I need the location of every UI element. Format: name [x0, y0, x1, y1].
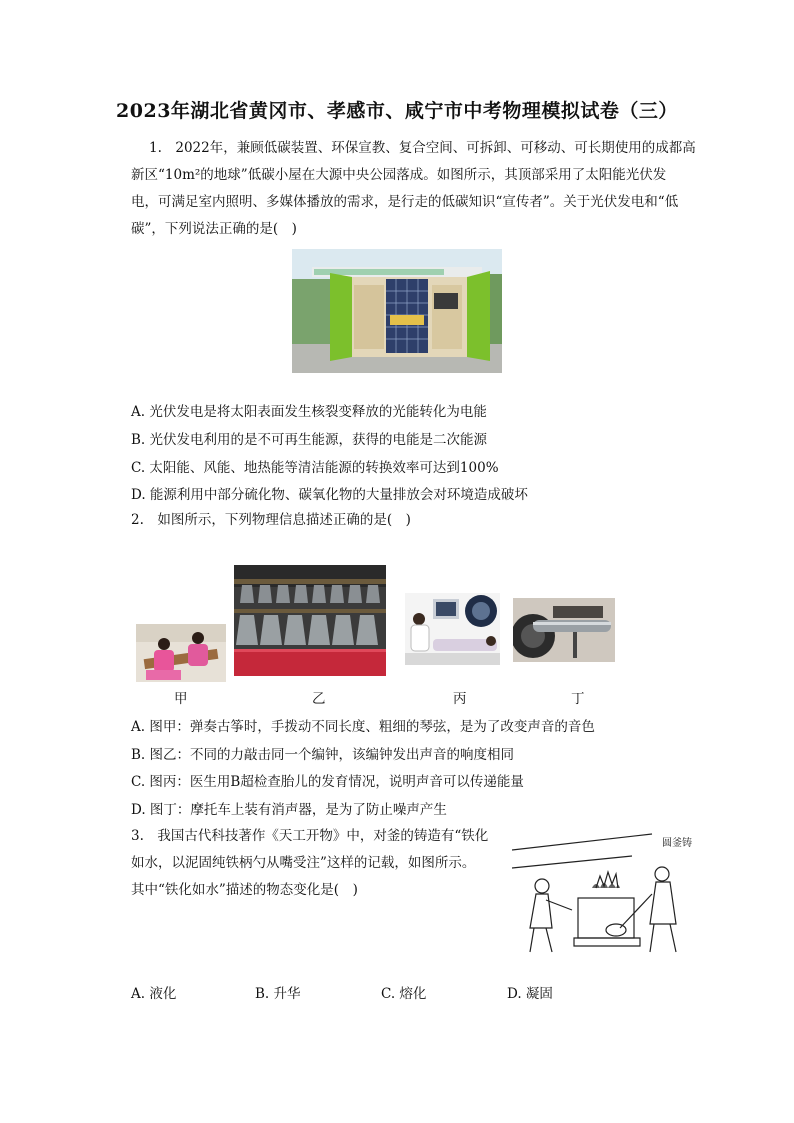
q2-figure-chime-bells [234, 565, 386, 676]
q2-option-d: D. 图丁：摩托车上装有消声器，是为了防止噪声产生 [131, 802, 447, 818]
q1-option-b: B. 光伏发电利用的是不可再生能源，获得的电能是二次能源 [131, 432, 488, 448]
q1-option-d: D. 能源利用中部分硫化物、碳氧化物的大量排放会对环境造成破坏 [131, 487, 528, 503]
q1-figure-low-carbon-house [292, 249, 502, 373]
q2-figure-guzheng [136, 624, 226, 682]
q2-caption-bing: 丙 [453, 691, 467, 707]
q1-option-a: A. 光伏发电是将太阳表面发生核裂变释放的光能转化为电能 [131, 404, 487, 420]
q1-line-3: 电，可满足室内照明、多媒体播放的需求，是行走的低碳知识“宣传者”。关于光伏发电和“低 [131, 194, 679, 210]
page-title: 2023年湖北省黄冈市、孝感市、咸宁市中考物理模拟试卷（三） [116, 100, 678, 122]
q3-option-a: A. 液化 [131, 986, 177, 1002]
q3-line-1: 3. 我国古代科技著作《天工开物》中，对釜的铸造有“铁化 [131, 828, 489, 844]
q2-option-c: C. 图丙：医生用B超检查胎儿的发育情况，说明声音可以传递能量 [131, 774, 524, 790]
q2-caption-jia: 甲 [174, 691, 188, 707]
q1-line-1: 1. 2022年，兼顾低碳装置、环保宣教、复合空间、可拆卸、可移动、可长期使用的成都高 [149, 140, 696, 156]
q3-figure-title: 圆釜铸 [662, 838, 692, 849]
q2-figure-b-ultrasound [405, 593, 500, 665]
q2-option-b: B. 图乙：不同的力敲击同一个编钟，该编钟发出声音的响度相同 [131, 747, 515, 763]
q3-line-3: 其中“铁化如水”描述的物态变化是( ) [131, 882, 358, 898]
q2-stem: 2. 如图所示，下列物理信息描述正确的是( ) [131, 512, 411, 528]
q1-line-4: 碳”，下列说法正确的是( ) [131, 221, 297, 237]
q2-option-a: A. 图甲：弹奏古筝时，手拨动不同长度、粗细的琴弦，是为了改变声音的音色 [131, 719, 595, 735]
q1-option-c: C. 太阳能、风能、地热能等清洁能源的转换效率可达到100% [131, 460, 499, 476]
q3-option-c: C. 熔化 [381, 986, 427, 1002]
q3-line-2: 如水，以泥固纯铁柄勺从嘴受注”这样的记载，如图所示。 [131, 855, 476, 871]
q3-option-b: B. 升华 [255, 986, 301, 1002]
q3-figure-casting-cauldron [512, 828, 694, 960]
q2-caption-yi: 乙 [312, 691, 326, 707]
q2-figure-motorcycle-muffler [513, 598, 615, 662]
q3-option-d: D. 凝固 [507, 986, 553, 1002]
q1-line-2: 新区“10m²的地球”低碳小屋在大源中央公园落成。如图所示，其顶部采用了太阳能光伏发 [131, 167, 667, 183]
q2-caption-ding: 丁 [571, 691, 585, 707]
